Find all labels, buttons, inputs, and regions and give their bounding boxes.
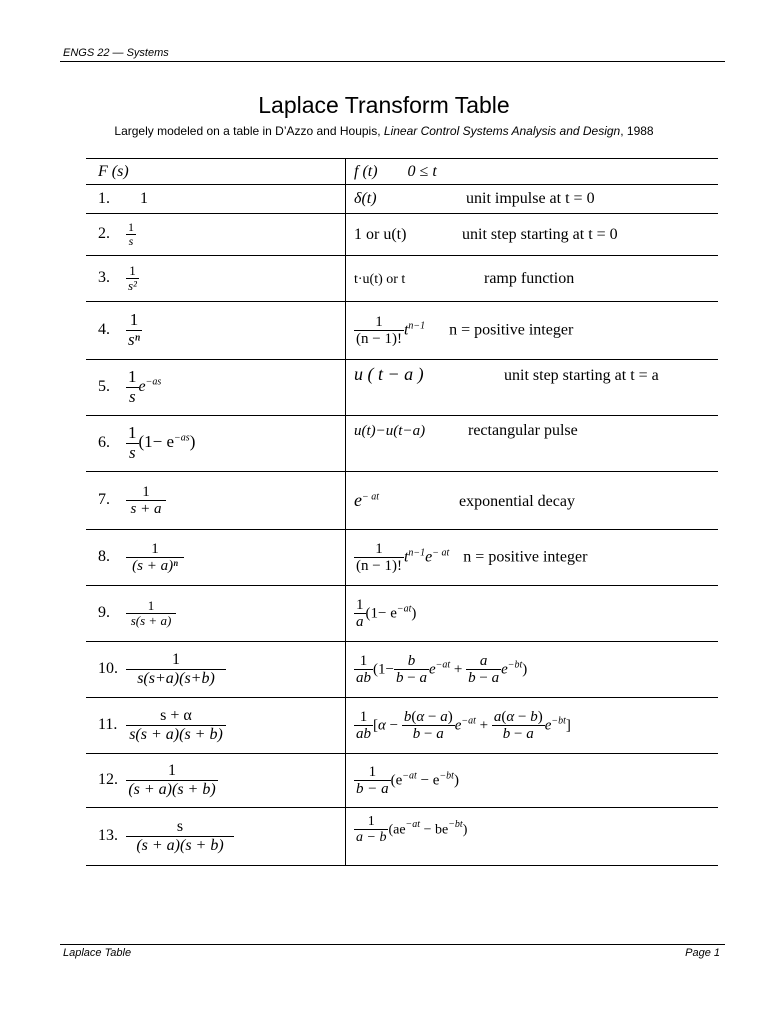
footer-left: Laplace Table bbox=[63, 947, 132, 959]
table-row: 11. $\frac{s + \alpha}{s(s + a)(s + b)}$ $\frac{1}{ab}$ [α − $\frac{b(\alpha - a)}{b - a}$ $e^{-at}$ + $\frac{a(\alpha - b)}{b - a}$ $e^{-bt}$] bbox=[86, 698, 718, 754]
formula-10: $\frac{1}{ab}$ (1− $\frac{b}{b - a}$ $e^{-at}$ + $\frac{a}{b - a}$ $e^{-bt}$) bbox=[346, 642, 719, 698]
table-row: 4. $\frac{1}{\text{sⁿ}}$ $\frac{1}{(n - 1)!}$ $t^{n-1}$ n = positive integer bbox=[86, 302, 718, 360]
table-row: 1. 1 δ(t) unit impulse at t = 0 bbox=[86, 185, 718, 214]
book-title: Linear Control Systems Analysis and Design bbox=[383, 124, 621, 138]
table-row: 3. $\frac{1}{\text{s²}}$ t·u(t) or t ramp function bbox=[86, 256, 718, 302]
table-row: 8. $\frac{1}{\text{(s + a)ⁿ}}$ $\frac{1}{(n - 1)!}$ $t^{n-1}e^{- at}$ n = positive integer bbox=[86, 530, 718, 586]
table-row: 2. $\frac{1}{s}$ 1 or u(t) unit step starting at t = 0 bbox=[86, 214, 718, 256]
laplace-table bbox=[86, 158, 718, 866]
page-number: Page 1 bbox=[685, 947, 720, 959]
table-row: 13. $\frac{s}{(s + a)(s + b)}$ $\frac{1}{a - b}$ $(ae^{-at} - be^{-bt})$ bbox=[86, 808, 718, 866]
table-row: 9. $\frac{1}{s(s + a)}$ $\frac{1}{a}$ $(1- e^{-at})$ bbox=[86, 586, 718, 642]
col-header-f: f (t) 0 ≤ t bbox=[346, 159, 719, 185]
running-header: ENGS 22 — Systems bbox=[63, 47, 169, 59]
table-row: 10. $\frac{1}{s(s+a)(s+b)}$ $\frac{1}{ab}$ (1− $\frac{b}{b - a}$ $e^{-at}$ + $\frac{a}{b - a}$ $e^{-bt}$) bbox=[86, 642, 718, 698]
formula-11: $\frac{1}{ab}$ [α − $\frac{b(\alpha - a)}{b - a}$ $e^{-at}$ + $\frac{a(\alpha - b)}{b - a}$ $e^{-bt}$] bbox=[346, 698, 719, 754]
table-row: 6. $\frac{1}{s}$ $(1- e^{-as})$ u(t)−u(t−a) rectangular pulse bbox=[86, 416, 718, 472]
table-row: 5. $\frac{1}{s}$ $e^{-as}$ u ( t − a ) unit step starting at t = a bbox=[86, 360, 718, 416]
page-subtitle: Largely modeled on a table in D’Azzo and Houpis, Linear Control Systems Analysis and Design, 1988 bbox=[114, 124, 654, 138]
table-header-row bbox=[86, 159, 718, 185]
header-rule bbox=[60, 61, 725, 62]
footer-rule bbox=[60, 944, 725, 945]
col-header-F: F (s) bbox=[86, 159, 346, 185]
page-title: Laplace Transform Table bbox=[258, 92, 510, 118]
table-row: 7. $\frac{1}{s + a}$ $e^{- at}$ exponential decay bbox=[86, 472, 718, 530]
table-row: 12. $\frac{1}{(s + a)(s + b)}$ $\frac{1}{b - a}$ $(e^{-at} - e^{-bt})$ bbox=[86, 754, 718, 808]
